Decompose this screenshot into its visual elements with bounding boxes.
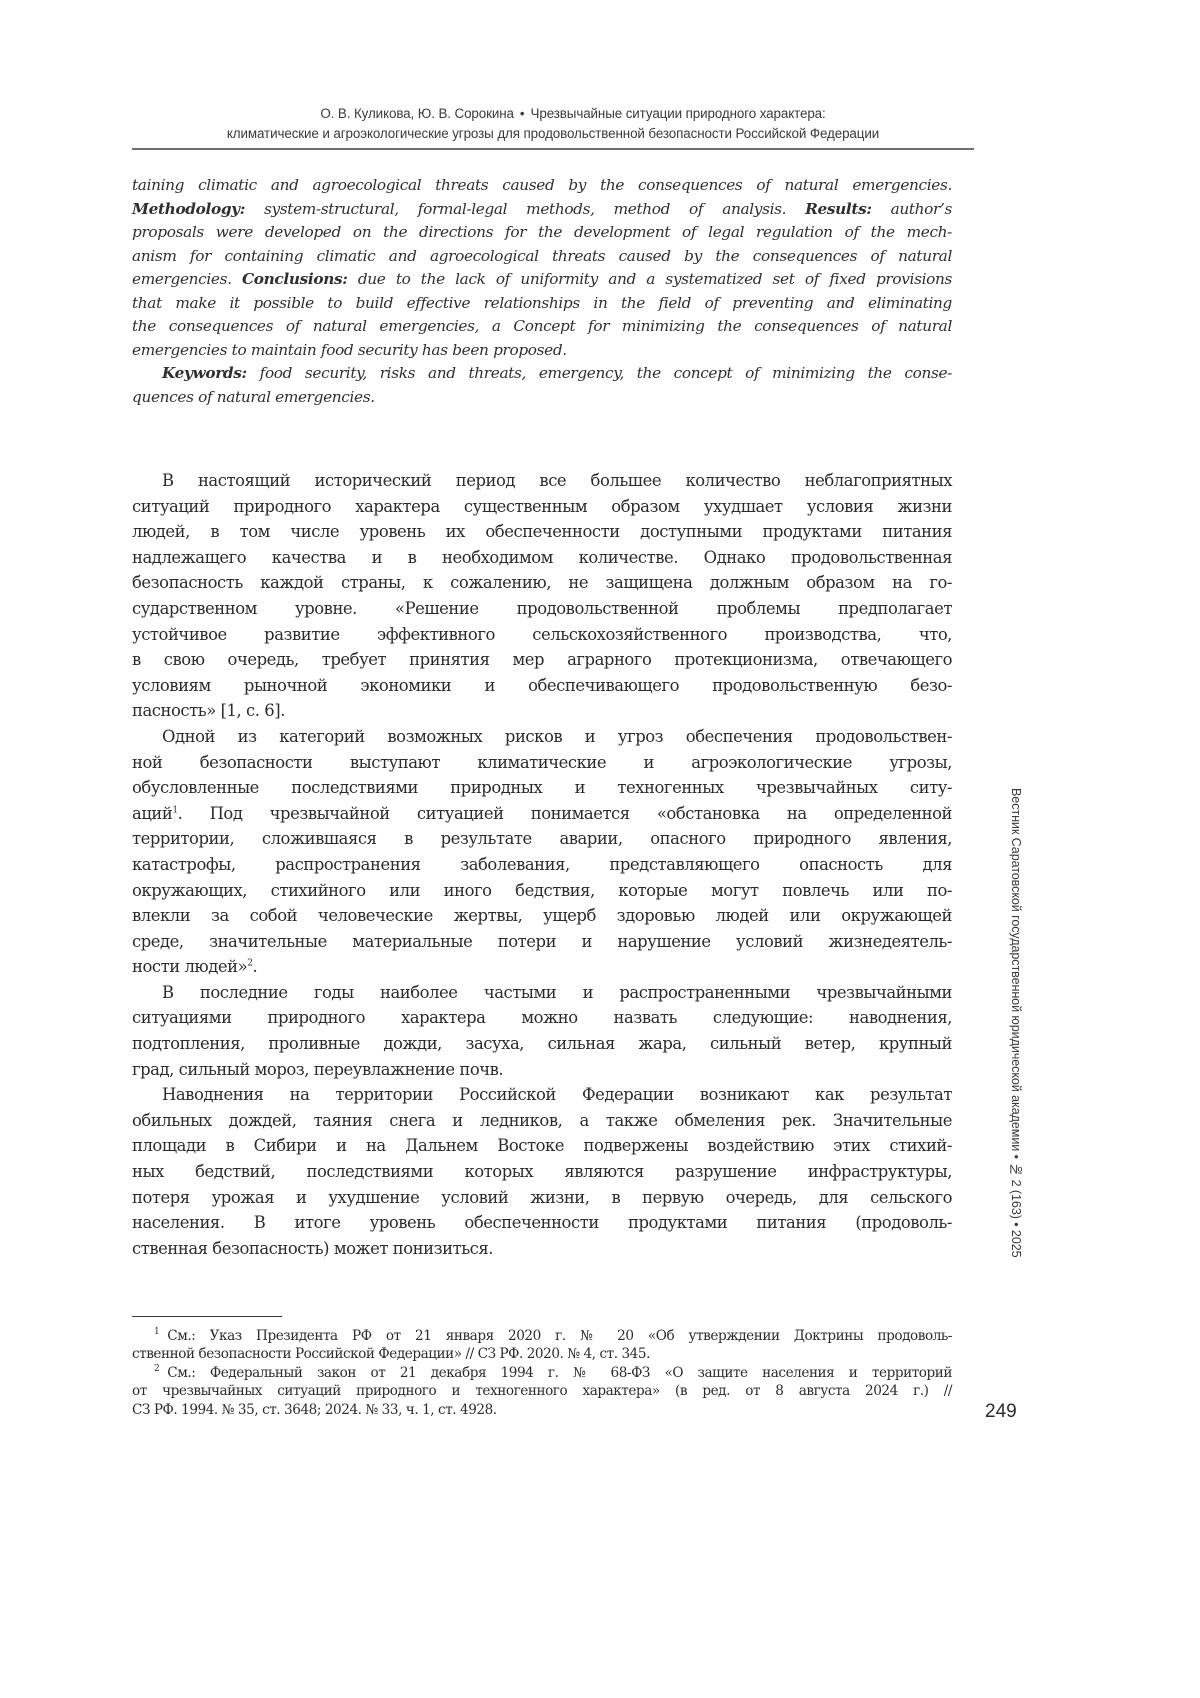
footnote-ref[interactable]: 2 <box>247 958 253 969</box>
abstract-line <box>132 198 952 222</box>
body-line: населения. В итоге уровень обеспеченности продуктами питания (продоволь- <box>132 1213 952 1233</box>
body-line: град, сильный мороз, переувлажнение почв. <box>132 1059 504 1079</box>
body-line: пасность» [1, с. 6]. <box>132 701 285 721</box>
footnote-number: 2 <box>154 1364 160 1375</box>
body-line: надлежащего качества и в необходимом количестве. Однако продовольственная <box>132 547 952 567</box>
body-line: ности людей»$^2$. <box>132 957 258 977</box>
body-text <box>132 468 952 1261</box>
body-line: подтопления, проливные дожди, засуха, сильная жара, сильный ветер, крупный <box>132 1034 952 1054</box>
body-line: обусловленные последствиями природных и техногенных чрезвычайных ситу- <box>132 778 952 798</box>
body-line: ной безопасности выступают климатические и агроэкологические угрозы, <box>132 752 952 772</box>
body-line: людей, в том числе уровень их обеспеченности доступными продуктами питания <box>132 522 952 542</box>
abstract-label: Conclusions: <box>241 270 348 288</box>
abstract-text: system-structural, formal-legal methods, method of analysis. <box>245 199 806 218</box>
running-head-title-2: климатические и агроэкологические угрозы для продовольственной безопасности Российской Федерации <box>226 126 880 141</box>
body-line: окружающих, стихийного или иного бедствия, которые могут повлечь или по- <box>132 880 952 900</box>
footnote-line: ственной безопасности Российской Федерации» // СЗ РФ. 2020. № 4, ст. 345. <box>132 1346 650 1363</box>
footnote <box>132 1327 952 1364</box>
body-line: ситуациями природного характера можно назвать следующие: наводнения, <box>132 1008 952 1028</box>
abstract-text: anism for containing climatic and agroecological threats caused by the consequences of natural <box>132 246 952 265</box>
running-head-authors: О. В. Куликова, Ю. В. Сорокина <box>320 106 514 121</box>
body-line: устойчивое развитие эффективного сельскохозяйственного производства, что, <box>132 624 952 644</box>
body-line: Одной из категорий возможных рисков и угроз обеспечения продовольствен- <box>162 726 952 746</box>
abstract-line <box>132 315 952 339</box>
footnote-number: 1 <box>154 1327 160 1338</box>
abstract <box>132 174 952 409</box>
abstract-text: emergencies. <box>132 270 242 288</box>
footnote-ref[interactable]: 1 <box>172 805 178 816</box>
page-number: 249 <box>985 1401 1017 1422</box>
abstract-line <box>132 292 952 316</box>
abstract-text: quences of natural emergencies. <box>132 387 375 406</box>
body-paragraph <box>132 468 952 724</box>
abstract-line <box>132 339 952 363</box>
footnote-line: от чрезвычайных ситуаций природного и техногенного характера» (в ред. от 8 августа 2024 г.) // <box>132 1383 952 1400</box>
running-head-title-1: Чрезвычайные ситуации природного характера: <box>530 106 826 121</box>
abstract-text: author’s <box>871 199 953 218</box>
abstract-text: food security, risks and threats, emergency, the concept of minimizing the conse- <box>246 364 952 382</box>
body-paragraph <box>132 980 952 1082</box>
body-line: В настоящий исторический период все большее количество неблагоприятных <box>162 471 952 490</box>
body-line: В последние годы наиболее частыми и распространенными чрезвычайными <box>162 982 952 1002</box>
abstract-label: Results: <box>805 199 872 218</box>
body-line: площади в Сибири и на Дальнем Востоке подвержены воздействию этих стихий- <box>132 1136 952 1156</box>
footnote-line: $^1$ См.: Указ Президента РФ от 21 января 2020 г. № 20 «Об утверждении Доктрины продоволь- <box>154 1327 952 1344</box>
footnote-line: СЗ РФ. 1994. № 35, ст. 3648; 2024. № 33, ч. 1, ст. 4928. <box>132 1401 497 1418</box>
abstract-line <box>132 174 952 198</box>
abstract-text: due to the lack of uniformity and a systematized set of fixed provisions <box>347 270 952 288</box>
header-rule <box>132 148 974 150</box>
body-paragraph <box>132 724 952 980</box>
abstract-text: emergencies to maintain food security has been proposed. <box>132 340 567 359</box>
body-line: влекли за собой человеческие жертвы, ущерб здоровью людей или окружающей <box>132 906 952 926</box>
abstract-text: that make it possible to build effective relationships in the field of preventing and eliminating <box>132 293 952 312</box>
abstract-line <box>132 221 952 245</box>
footnote-line: $^2$ См.: Федеральный закон от 21 декабря 1994 г. № 68-ФЗ «О защите населения и территорий <box>154 1364 952 1381</box>
abstract-label: Methodology: <box>132 199 245 218</box>
abstract-text: taining climatic and agroecological threats caused by the consequences of natural emergencies. <box>132 176 952 194</box>
abstract-text: the consequences of natural emergencies, a Concept for minimizing the consequences of natural <box>132 317 952 335</box>
body-line: условиям рыночной экономики и обеспечивающего продовольственную безо- <box>132 675 952 695</box>
abstract-text: proposals were developed on the directions for the development of legal regulation of the mech- <box>132 223 952 241</box>
abstract-label: Keywords: <box>162 364 247 382</box>
running-head <box>132 104 974 144</box>
body-line: катастрофы, распространения заболевания, представляющего опасность для <box>132 854 952 874</box>
body-line: в свою очередь, требует принятия мер аграрного протекционизма, отвечающего <box>132 650 952 670</box>
body-line: территории, сложившаяся в результате аварии, опасного природного явления, <box>132 829 952 849</box>
footnote-rule <box>132 1316 282 1317</box>
body-line: аций$^1$. Под чрезвычайной ситуацией понимается «обстановка на определенной <box>132 803 952 823</box>
footnotes <box>132 1327 952 1419</box>
footnote <box>132 1364 952 1419</box>
body-line: Наводнения на территории Российской Федерации возникают как результат <box>162 1085 952 1105</box>
abstract-line <box>132 362 952 386</box>
abstract-line <box>132 268 952 292</box>
running-head-separator: • <box>519 106 525 121</box>
body-line: ных бедствий, последствиями которых являются разрушение инфраструктуры, <box>132 1162 952 1182</box>
body-line: сударственном уровне. «Решение продовольственной проблемы предполагает <box>132 598 952 618</box>
body-line: обильных дождей, таяния снега и ледников, а также обмеления рек. Значительные <box>132 1110 952 1130</box>
body-line: ситуаций природного характера существенным образом ухудшает условия жизни <box>132 496 952 516</box>
running-head-line-1 <box>132 104 974 124</box>
body-line: ственная безопасность) может понизиться. <box>132 1238 494 1258</box>
body-line: потеря урожая и ухудшение условий жизни, в первую очередь, для сельского <box>132 1187 952 1207</box>
abstract-line <box>132 386 952 410</box>
body-paragraph <box>132 1082 952 1261</box>
body-line: безопасность каждой страны, к сожалению, не защищена должным образом на го- <box>132 573 952 593</box>
abstract-line <box>132 245 952 269</box>
journal-sidebar-title: Вестник Саратовской государственной юридической академии • № 2 (163) • 2025 <box>1009 788 1023 1258</box>
body-line: среде, значительные материальные потери и нарушение условий жизнедеятель- <box>132 931 952 951</box>
